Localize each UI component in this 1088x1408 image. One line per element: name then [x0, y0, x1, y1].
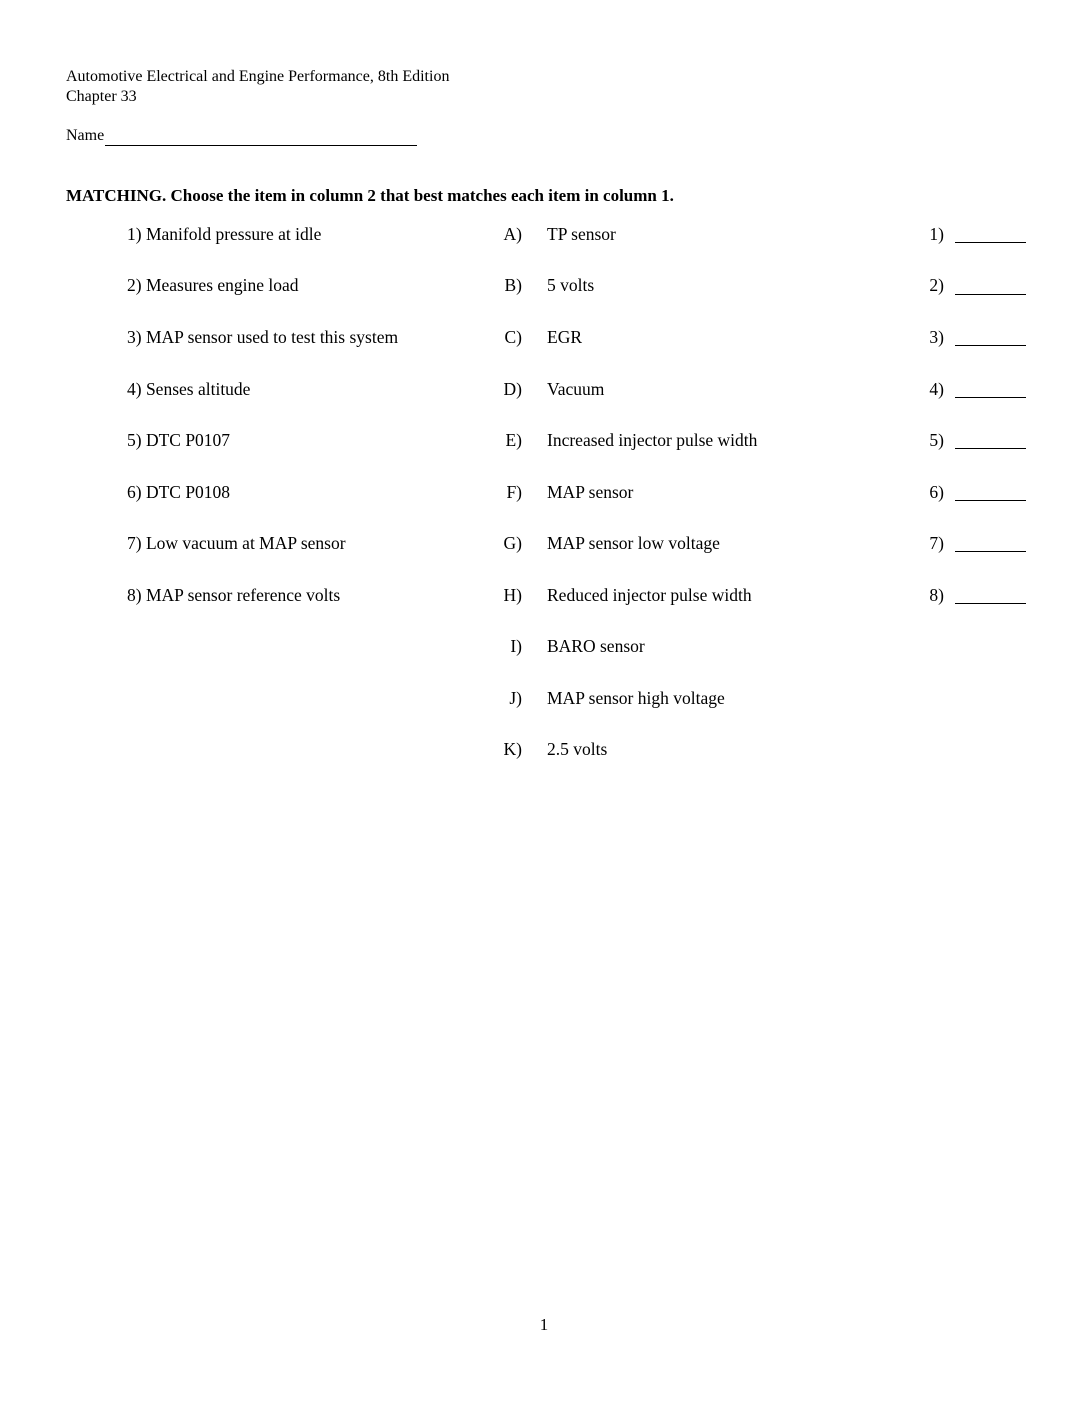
answer-number: 8) [929, 585, 944, 605]
column1-item: 6) DTC P0108 [127, 482, 231, 502]
answer-blank-line[interactable] [955, 345, 1026, 346]
answer-number: 4) [929, 379, 944, 399]
column1-item: 1) Manifold pressure at idle [127, 224, 322, 244]
answer-blank-line[interactable] [955, 603, 1026, 604]
column2-letter: B) [504, 275, 522, 295]
column2-letter: D) [503, 379, 522, 399]
column2-letter: I) [510, 636, 522, 656]
name-label: Name [66, 127, 105, 144]
matching-instructions: MATCHING. Choose the item in column 2 that best matches each item in column 1. [66, 186, 674, 205]
column2-item: Increased injector pulse width [547, 430, 758, 450]
column1-item: 3) MAP sensor used to test this system [127, 327, 399, 347]
book-title: Automotive Electrical and Engine Performance, 8th Edition [66, 68, 450, 85]
column1-item: 2) Measures engine load [127, 275, 299, 295]
column2-letter: K) [503, 739, 522, 759]
column1-item: 8) MAP sensor reference volts [127, 585, 341, 605]
column1-item: 4) Senses altitude [127, 379, 251, 399]
answer-blank-line[interactable] [955, 448, 1026, 449]
column1-item: 5) DTC P0107 [127, 430, 231, 450]
answer-blank-line[interactable] [955, 500, 1026, 501]
column2-letter: J) [509, 688, 522, 708]
answer-blank-line[interactable] [955, 397, 1026, 398]
answer-number: 7) [929, 533, 944, 553]
name-blank-line[interactable] [105, 129, 417, 146]
column2-letter: H) [503, 585, 522, 605]
answer-blank-line[interactable] [955, 551, 1026, 552]
chapter-label: Chapter 33 [66, 88, 137, 105]
column2-item: 2.5 volts [547, 739, 608, 759]
answer-blank-line[interactable] [955, 242, 1026, 243]
column2-item: MAP sensor high voltage [547, 688, 725, 708]
answer-number: 3) [929, 327, 944, 347]
column2-item: 5 volts [547, 275, 595, 295]
answer-number: 1) [929, 224, 944, 244]
column2-item: EGR [547, 327, 582, 347]
column2-letter: C) [504, 327, 522, 347]
column2-item: BARO sensor [547, 636, 645, 656]
column2-item: MAP sensor [547, 482, 634, 502]
page-number: 1 [539, 1315, 549, 1334]
column2-item: MAP sensor low voltage [547, 533, 720, 553]
column2-item: Reduced injector pulse width [547, 585, 752, 605]
answer-number: 5) [929, 430, 944, 450]
answer-number: 2) [929, 275, 944, 295]
column2-letter: E) [505, 430, 522, 450]
column2-item: TP sensor [547, 224, 616, 244]
answer-blank-line[interactable] [955, 294, 1026, 295]
column2-letter: F) [506, 482, 522, 502]
answer-number: 6) [929, 482, 944, 502]
column2-letter: A) [503, 224, 522, 244]
column2-letter: G) [503, 533, 522, 553]
column2-item: Vacuum [547, 379, 605, 399]
column1-item: 7) Low vacuum at MAP sensor [127, 533, 346, 553]
name-field-row [66, 126, 417, 146]
